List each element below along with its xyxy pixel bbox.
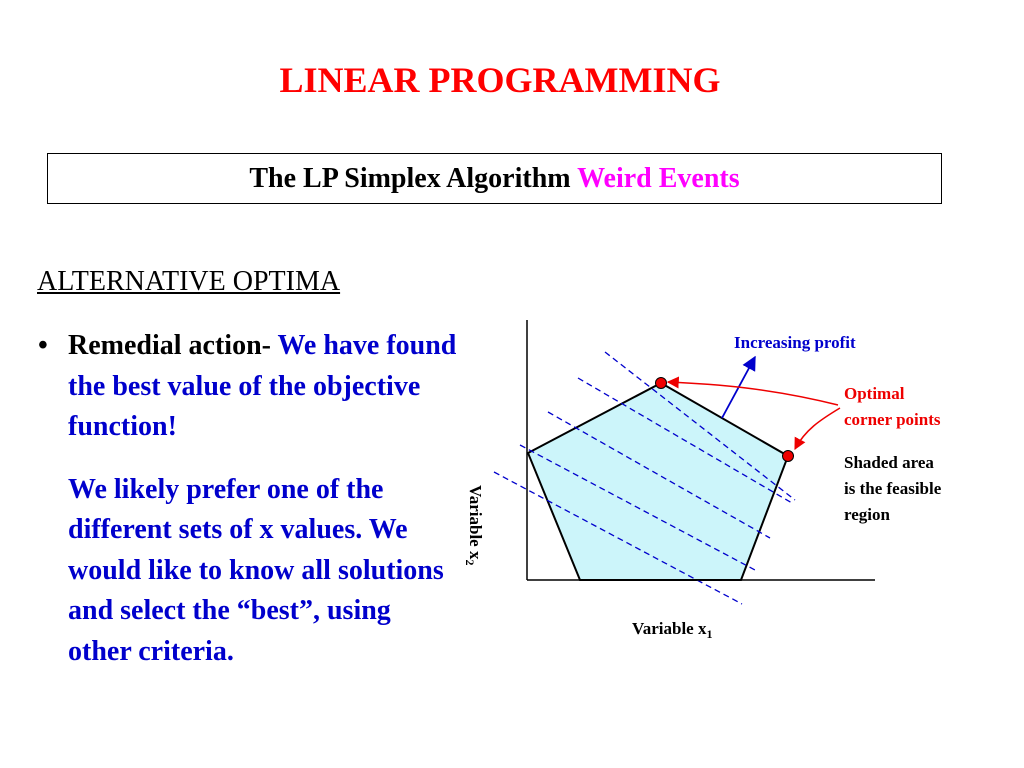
- bullet-dot: •: [38, 330, 48, 361]
- label-shaded-line1: Shaded area: [844, 453, 934, 472]
- x-axis-label-text: Variable x: [632, 619, 707, 638]
- subtitle-main: The LP Simplex Algorithm: [249, 163, 578, 194]
- x-axis-label-subscript: 1: [706, 627, 713, 641]
- y-axis-label-subscript: 2: [463, 559, 477, 566]
- label-shaded-line3: region: [844, 505, 890, 524]
- slide-title: LINEAR PROGRAMMING: [279, 60, 721, 100]
- feasible-region: [528, 383, 788, 580]
- optimal-point-1: [656, 378, 667, 389]
- label-shaded-line2: is the feasible: [844, 479, 942, 498]
- label-optimal-line1: Optimal: [844, 384, 905, 403]
- subtitle-accent: Weird Events: [577, 163, 740, 194]
- optimal-point-2: [783, 451, 794, 462]
- section-heading: ALTERNATIVE OPTIMA: [37, 266, 341, 297]
- y-axis-label: [463, 485, 485, 565]
- bullet-body: We have found the best value of the objective function!: [68, 330, 457, 442]
- y-axis-label-text: Variable x: [466, 485, 485, 560]
- callout-arrow-2: [795, 408, 840, 449]
- label-increasing-profit: Increasing profit: [734, 333, 856, 352]
- bullet-paragraph-2: We likely prefer one of the different sets of x values. We would like to know all solutions and select the “best”, using other criteria.: [68, 473, 444, 667]
- bullet-lead: Remedial action-: [68, 330, 278, 361]
- x-axis-label: [632, 619, 712, 641]
- label-optimal-line2: corner points: [844, 410, 941, 429]
